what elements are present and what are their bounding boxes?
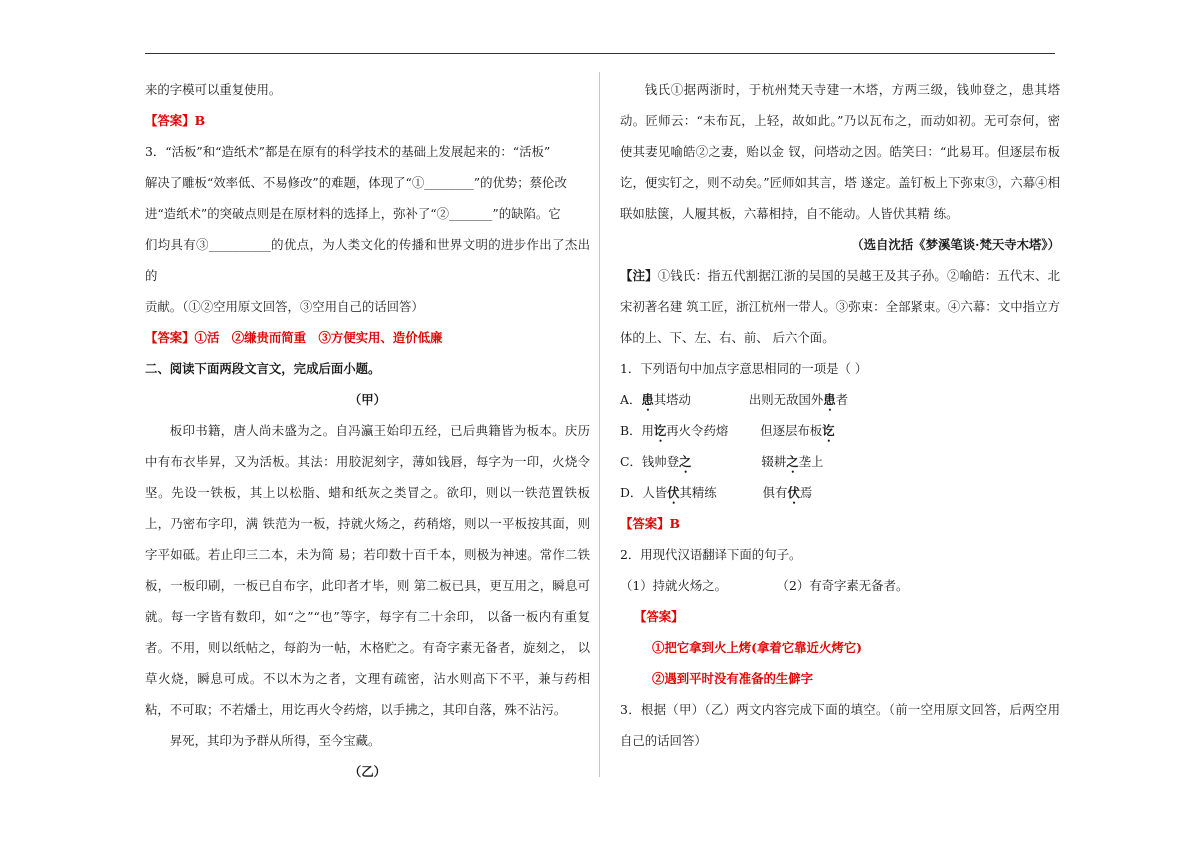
column-divider [599,72,600,777]
notes [620,260,1060,353]
passage-yi-title: （乙） [348,764,387,779]
question-3-line4: 们均具有③__________的优点，为人类文化的传播和世界文明的进步作出了杰出的 [145,237,590,283]
option-d [620,477,1060,508]
question-1: 1．下列语句中加点字意思相同的一项是（ ） [620,361,868,376]
option-text: 其塔动 [653,392,691,407]
option-c-label: C．钱帅登 [620,454,680,469]
question-3-line2: 解决了雕板“效率低、不易修改”的难题，体现了“①________”的优势；蔡伦改 [145,175,567,190]
dotted-char: 患 [823,392,836,407]
option-b [620,415,1060,446]
answer-1 [145,105,590,136]
option-text: 者 [835,392,849,407]
text-line: 来的字模可以重复使用。 [145,82,282,97]
question-3-line1: 3．“活板”和“造纸术”都是在原有的科学技术的基础上发展起来的：“活板” [145,144,551,159]
note-text: ①钱氏：指五代割据江浙的吴国的吴越王及其子孙。②喻皓：五代末、北宋初著名建 筑工匠，浙江杭州一带人。③弥束：全部紧束。④六幕：文中指立方体的上、下、左、右、前、 后六个面。 [620,268,1061,345]
option-d-label: D．人皆 [620,485,668,500]
dotted-char: 伏 [787,485,800,500]
question-3-line3: 进“造纸术”的突破点则是在原材料的选择上，弥补了“②_______”的缺陷。它 [145,206,561,221]
passage-jia-body: 板印书籍，唐人尚未盛为之。自冯瀛王始印五经，已后典籍皆为板本。庆历中有布衣毕昇，又为活板。其法：用胶泥刻字，薄如钱唇，每字为一印，火烧令坚。先设一铁板，其上以松脂、蜡和纸灰之类冒之。欲印，则以一铁范置铁板上，乃密布字印，满 铁范为一板，持就火炀之，药稍熔，则以一平板按其面，则字平如砥。若止印三二本，未为简 易；若印数十百千本，则极为神速。常作二铁板，一板印刷，一板已自布字，此印者才毕，则 第二板已具，更互用之，瞬息可就。每一字皆有数印，如“之”“也”等字，每字有二十余印， 以备一板内有重复者。不用，则以纸帖之，每韵为一帖，木格贮之。有奇字素无备者，旋刻之， 以草火烧，瞬息可成。不以木为之者，文理有疏密，沾水则高下不平，兼与药相粘，不可取；不若燔土，用讫再火令药熔，以手拂之，其印自落，殊不沾污。 [145,423,590,717]
passage-jia-title: （甲） [348,392,387,407]
option-text: 垄上 [798,454,824,469]
dotted-char: 讫 [653,423,667,438]
option-c [620,446,1060,477]
dotted-char: 之 [679,454,692,469]
answer-q2-b: ②遇到平时没有准备的生僻字 [652,671,814,686]
answer-2: 【答案】①活 ②缣贵而简重 ③方便实用、造价低廉 [145,330,443,345]
question-2: 2．用现代汉语翻译下面的句子。 [620,547,802,562]
dotted-char: 讫 [822,423,835,438]
passage-source: （选自沈括《梦溪笔谈·梵天寺木塔》） [851,237,1060,252]
option-text: 焉 [799,485,813,500]
option-a-label: A． [620,392,642,407]
option-text: 但逐层布板 [760,423,823,438]
option-text: 再火令药熔 [666,423,729,438]
dotted-char: 伏 [667,485,680,500]
option-text: 其精练 [679,485,717,500]
answer-q2-tag: 【答案】 [634,609,684,624]
answer-value: B [194,113,206,128]
option-b-label: B．用 [620,423,654,438]
dotted-char: 之 [786,454,799,469]
question-3: 3．根据（甲）（乙）两文内容完成下面的填空。（前一空用原文回答，后两空用自己的话回答） [620,702,1060,748]
passage-yi-body: 钱氏①据两浙时，于杭州梵天寺建一木塔，方两三级，钱帅登之，患其塔动。匠师云：“未布瓦，上轻，故如此。”乃以瓦布之，而动如初。无可奈何，密使其妻见喻皓②之妻，贻以金 钗，问塔动之因。皓笑曰：“此易耳。但逐层布板讫，便实钉之，则不动矣。”匠师如其言，塔 遂定。盖钉板上下弥束③，六幕④相联如胠箧，人履其板，六幕相持，自不能动。人皆伏其精 练。 [620,82,1060,221]
header-rule [145,53,1055,54]
dotted-char: 患 [641,392,654,407]
option-text: 俱有 [762,485,788,500]
option-text: 辍耕 [761,454,787,469]
option-a [620,384,1060,415]
question-2-items: （1）持就火炀之。 （2）有奇字素无备者。 [620,578,909,593]
answer-q1: 【答案】B [620,516,681,531]
option-text: 出则无敌国外 [748,392,824,407]
question-3-line5: 贡献。（①②空用原文回答，③空用自己的话回答） [145,299,424,314]
passage-jia-end: 昇死，其印为予群从所得，至今宝藏。 [169,733,381,748]
answer-q2-a: ①把它拿到火上烤(拿着它靠近火烤它) [652,640,862,655]
section-2-heading: 二、阅读下面两段文言文，完成后面小题。 [145,361,381,376]
left-column [145,74,590,787]
note-tag: 【注】 [620,268,658,283]
answer-tag: 【答案】 [145,113,195,128]
right-column [620,74,1060,756]
